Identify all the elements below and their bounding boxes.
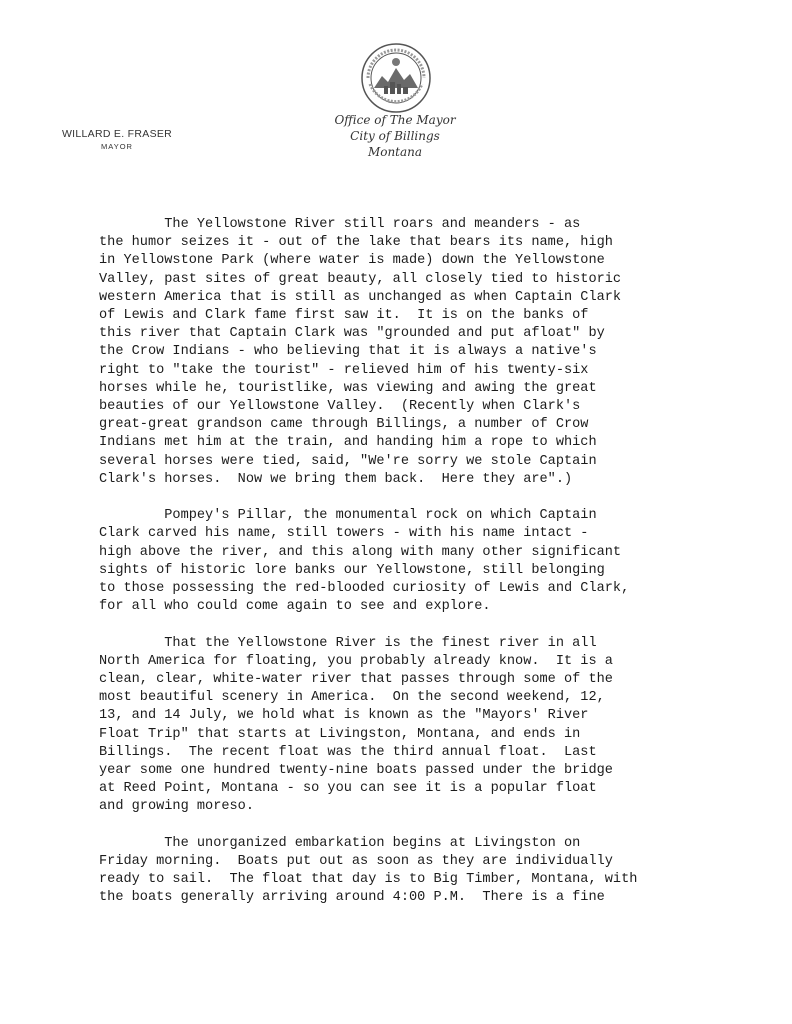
text-line: horses while he, touristlike, was viewing and awing the great (99, 380, 597, 396)
text-line: and growing moreso. (99, 799, 254, 815)
text-line: great-great grandson came through Billings, a number of Crow (99, 417, 589, 433)
paragraph (99, 216, 759, 489)
text-line: beauties of our Yellowstone Valley. (Recently when Clark's (99, 399, 581, 415)
office-line-3: Montana (367, 145, 423, 159)
letter-body (99, 216, 759, 926)
mayor-block (52, 128, 182, 151)
text-line: 13, and 14 July, we hold what is known as the "Mayors' River (99, 708, 589, 724)
mayor-name: WILLARD E. FRASER (61, 128, 173, 140)
paragraph (99, 835, 759, 908)
text-line: at Reed Point, Montana - so you can see it is a popular float (99, 781, 597, 797)
text-line: this river that Captain Clark was "grounded and put afloat" by (99, 326, 605, 342)
text-line: the boats generally arriving around 4:00 P.M. There is a fine (99, 890, 605, 906)
text-line: Valley, past sites of great beauty, all closely tied to historic (99, 271, 622, 287)
text-line: Clark carved his name, still towers - with his name intact - (99, 526, 589, 542)
text-line: for all who could come again to see and explore. (99, 599, 491, 615)
text-line: the humor seizes it - out of the lake that bears its name, high (99, 235, 613, 251)
office-line-2: City of Billings (350, 129, 440, 143)
text-line: of Lewis and Clark fame first saw it. It is on the banks of (99, 308, 589, 324)
text-line: right to "take the tourist" - relieved him of his twenty-six (99, 362, 589, 378)
text-line: Clark's horses. Now we bring them back. Here they are".) (99, 471, 573, 487)
text-line: Pompey's Pillar, the monumental rock on which Captain (99, 508, 597, 524)
city-seal-icon (360, 42, 432, 114)
text-line: western America that is still as unchanged as when Captain Clark (99, 289, 622, 305)
text-line: The Yellowstone River still roars and meanders - as (99, 217, 581, 232)
mayor-title: MAYOR (101, 142, 133, 151)
text-line: The unorganized embarkation begins at Livingston on (99, 835, 581, 851)
text-line: ready to sail. The float that day is to Big Timber, Montana, with (99, 872, 638, 888)
office-line-1: Office of The Mayor (334, 113, 456, 127)
text-line: Friday morning. Boats put out as soon as they are individually (99, 854, 613, 870)
text-line: to those possessing the red-blooded curiosity of Lewis and Clark, (99, 581, 630, 597)
text-line: Billings. The recent float was the third annual float. Last (99, 744, 597, 760)
office-heading (300, 112, 490, 160)
text-line: in Yellowstone Park (where water is made) down the Yellowstone (99, 253, 605, 269)
text-line: clean, clear, white-water river that passes through some of the (99, 672, 613, 688)
text-line: several horses were tied, said, "We're sorry we stole Captain (99, 453, 597, 469)
text-line: most beautiful scenery in America. On the second weekend, 12, (99, 690, 605, 706)
text-line: year some one hundred twenty-nine boats passed under the bridge (99, 763, 613, 779)
text-line: Indians met him at the train, and handing him a rope to which (99, 435, 597, 451)
text-line: high above the river, and this along with many other significant (99, 544, 622, 560)
text-line: sights of historic lore banks our Yellowstone, still belonging (99, 562, 605, 578)
text-line: North America for floating, you probably already know. It is a (99, 653, 613, 669)
text-line: the Crow Indians - who believing that it is always a native's (99, 344, 597, 360)
text-line: That the Yellowstone River is the finest river in all (99, 635, 597, 651)
paragraph (99, 635, 759, 817)
paragraph (99, 507, 759, 616)
text-line: Float Trip" that starts at Livingston, Montana, and ends in (99, 726, 581, 742)
